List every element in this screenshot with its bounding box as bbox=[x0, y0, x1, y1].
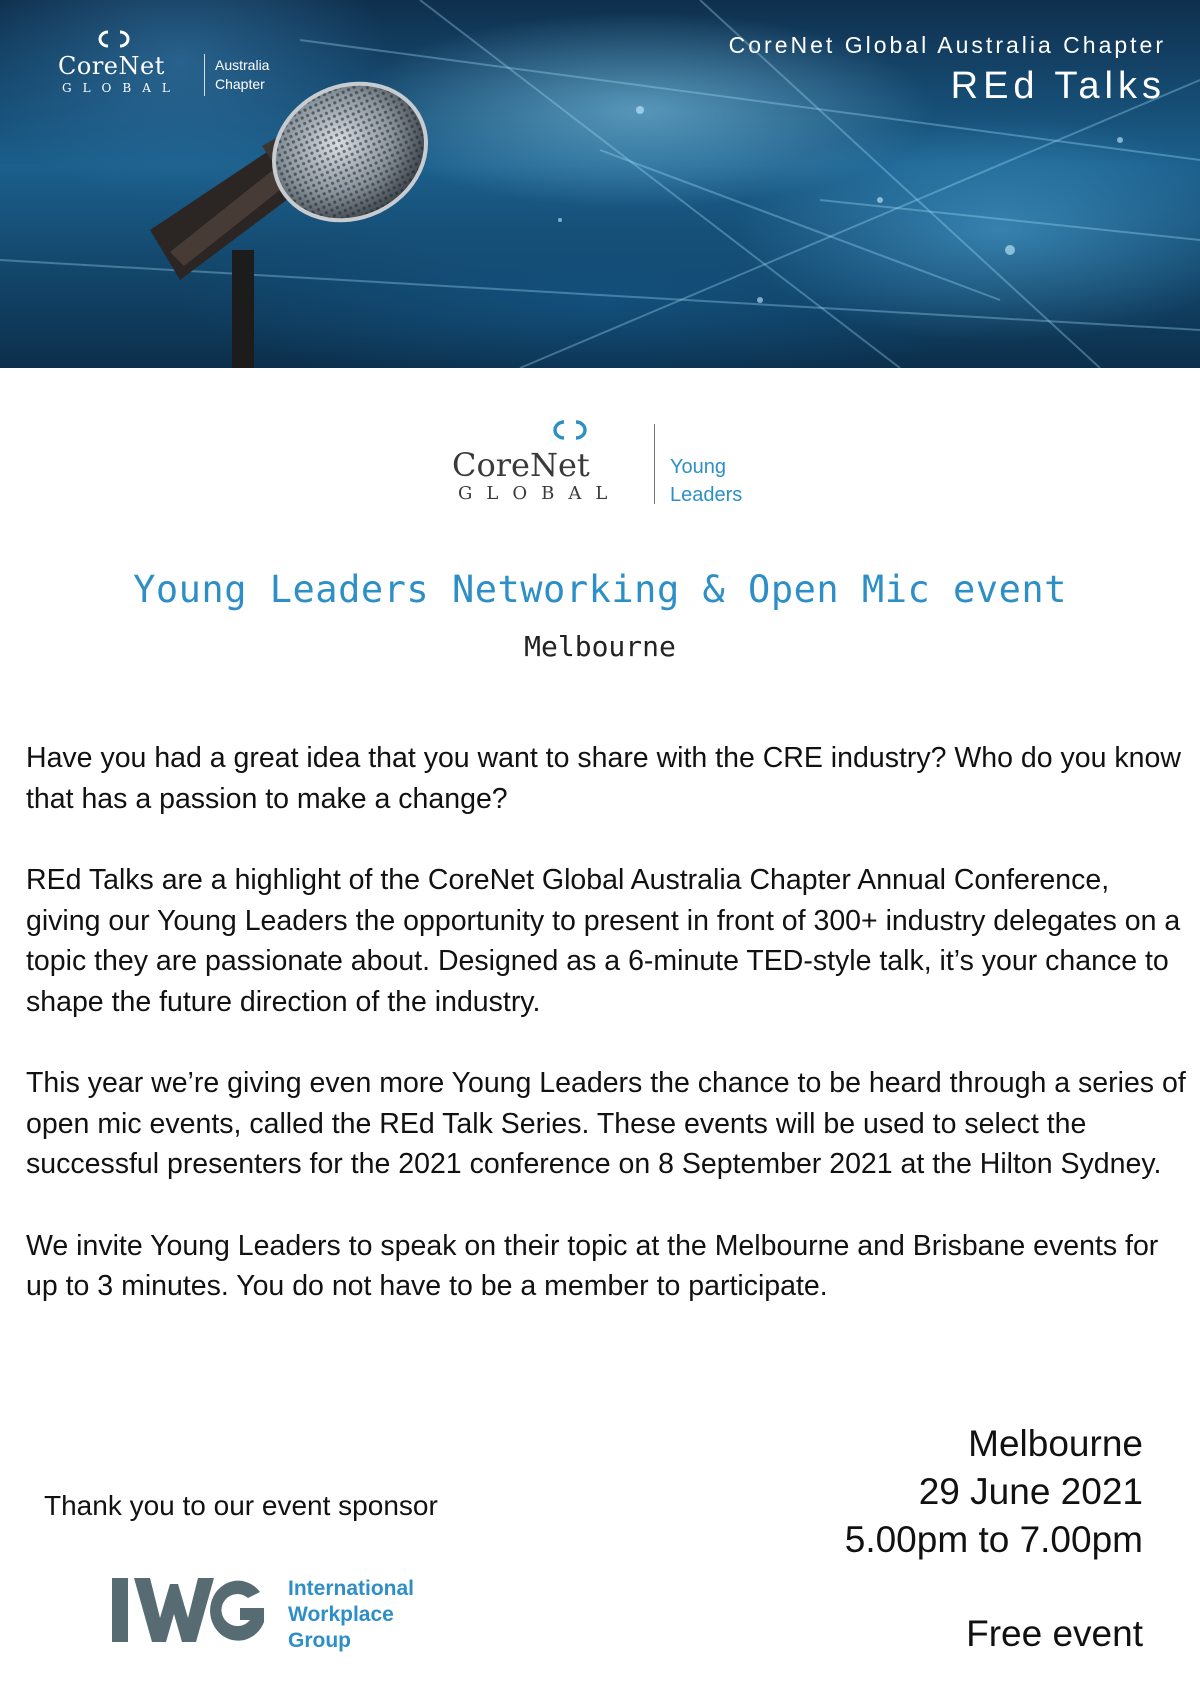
logo-divider bbox=[204, 54, 205, 96]
iwg-name-line3: Group bbox=[288, 1629, 351, 1652]
logo-chapter-text bbox=[215, 56, 269, 94]
corenet-logo-mark-icon bbox=[542, 420, 598, 440]
logo-subtext: GLOBAL bbox=[62, 81, 181, 95]
sponsor-label: Thank you to our event sponsor bbox=[44, 1490, 438, 1521]
hero-heading bbox=[729, 30, 1166, 110]
iwg-name bbox=[288, 1576, 414, 1654]
event-time: 5.00pm to 7.00pm bbox=[844, 1519, 1143, 1560]
young-leaders-line1: Young bbox=[670, 456, 726, 478]
event-details bbox=[845, 1420, 1143, 1564]
corenet-young-leaders-logo bbox=[452, 420, 752, 510]
body-copy bbox=[26, 738, 1186, 1348]
logo-subtext: GLOBAL bbox=[458, 483, 622, 504]
logo-wordmark: CoreNet bbox=[58, 52, 165, 80]
event-price: Free event bbox=[966, 1613, 1143, 1654]
iwg-name-line1: International bbox=[288, 1577, 415, 1600]
logo-divider bbox=[654, 424, 655, 504]
event-date: 29 June 2021 bbox=[918, 1471, 1143, 1512]
hero-banner bbox=[0, 0, 1200, 368]
iwg-wordmark-icon bbox=[112, 1574, 272, 1646]
corenet-logo-mark-icon bbox=[88, 30, 140, 48]
iwg-logo bbox=[112, 1570, 432, 1650]
logo-chapter-line1: Australia bbox=[215, 57, 270, 73]
paragraph-invite: We invite Young Leaders to speak on their topic at the Melbourne and Brisbane events for up to 3 minutes. You do not have to be a member to participate. bbox=[26, 1229, 1159, 1302]
paragraph-intro: Have you had a great idea that you want to share with the CRE industry? Who do you know that has a passion to make a change? bbox=[26, 742, 1181, 815]
logo-chapter-line2: Chapter bbox=[215, 76, 265, 92]
iwg-name-line2: Workplace bbox=[288, 1603, 394, 1626]
event-title: Young Leaders Networking & Open Mic event bbox=[133, 568, 1067, 611]
microphone-image bbox=[150, 80, 470, 368]
young-leaders-line2: Leaders bbox=[670, 484, 743, 506]
hero-heading-large: REd Talks bbox=[950, 65, 1166, 107]
paragraph-red-talks: REd Talks are a highlight of the CoreNet Global Australia Chapter Annual Conference, giving our Young Leaders the opportunity to present in front of 300+ industry delegates on a topic they are passionate about. Designed as a 6-minute TED-style talk, it’s your chance to shape the future direction of the industry. bbox=[26, 864, 1181, 1018]
hero-heading-small: CoreNet Global Australia Chapter bbox=[728, 32, 1166, 58]
event-city: Melbourne bbox=[968, 1423, 1143, 1464]
young-leaders-text bbox=[670, 453, 742, 509]
event-location-subtitle: Melbourne bbox=[524, 630, 676, 663]
corenet-australia-logo bbox=[28, 30, 270, 100]
logo-wordmark: CoreNet bbox=[452, 446, 590, 484]
paragraph-series: This year we’re giving even more Young Leaders the chance to be heard through a series of open mic events, called the REd Talk Series. These events will be used to select the successful presenters for the 2021 conference on 8 September 2021 at the Hilton Sydney. bbox=[26, 1067, 1186, 1180]
